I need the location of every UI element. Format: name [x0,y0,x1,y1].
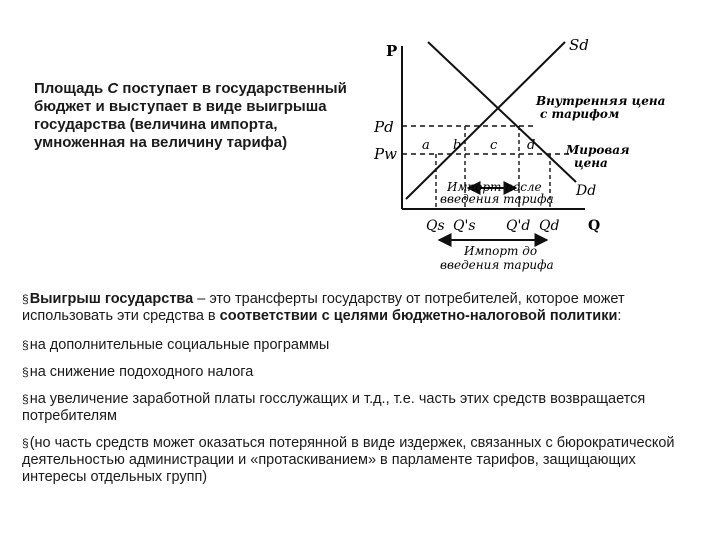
pw-label: Pw [374,145,397,163]
domestic-price-label-1: Внутренняя цена [536,94,666,108]
q-label-qd: Qd [539,218,560,234]
intro-part-1: Площадь [34,80,108,97]
bullet-salaries-text: на увеличение заработной платы госслужащих и т.д., т.е. часть этих средств возвращается потребителям [22,391,646,424]
supply-label: Sd [569,36,589,54]
demand-label: Dd [576,183,597,199]
area-c-label: c [490,138,498,153]
bullet-salaries: §на увеличение заработной платы госслужащих и т.д., т.е. часть этих средств возвращается потребителям [22,391,646,424]
domestic-price-label-2: с тарифом [540,107,620,121]
bullet-state-gain-text-2: : [617,308,622,324]
import-after-label-2: введения тарифа [440,192,554,206]
bullet-social-programs-text: на дополнительные социальные программы [29,337,330,353]
import-before-label-2: введения тарифа [440,258,554,272]
bullet-list [22,291,702,496]
bullet-income-tax-text: на снижение подоходного налога [29,364,254,380]
bullet-state-gain-policy: соответствии с целями бюджетно-налоговой политики [219,308,618,324]
q-label-qs: Qs [426,218,445,234]
pd-label: Pd [374,118,394,136]
q-label-qd-prime: Q'd [506,218,531,234]
intro-text [34,80,364,152]
area-b-label: b [453,138,462,153]
tariff-diagram [340,28,670,278]
bullet-income-tax: §на снижение подоходного налога [22,364,254,380]
import-after-label-1: Импорт после [447,180,542,194]
q-label-qs-prime: Q's [453,218,476,234]
area-a-label: a [422,138,430,153]
intro-part-2: поступает в государственный бюджет и выступает в виде выигрыша государства (величина импорта, умноженная на величину тарифа) [34,80,347,151]
world-price-label-2: цена [574,156,608,170]
bullet-losses: §(но часть средств может оказаться потерянной в виде издержек, связанных с бюрократической деятельностью администрации и «протаскиванием» в парламенте тарифов, защищающих интересы отдельных групп) [22,435,675,485]
axis-p-label: P [386,42,398,60]
bullet-social-programs: §на дополнительные социальные программы [22,337,330,353]
intro-area-c: С [107,80,119,97]
bullet-state-gain: §Выигрыш государства – это трансферты государству от потребителей, которое может использовать эти средства в соответствии с целями бюджетно-налоговой политики: [22,291,625,324]
bullet-losses-text: (но часть средств может оказаться потерянной в виде издержек, связанных с бюрократической деятельностью администрации и «протаскиванием» в парламенте тарифов, защищающих интересы отдельных групп) [22,435,675,485]
area-d-label: d [527,138,536,153]
bullet-state-gain-term: Выигрыш государства [29,291,194,307]
world-price-label-1: Мировая [566,143,630,157]
axis-q-label: Q [588,218,601,234]
bullet-state-gain-text-1: – это трансферты государству от потребителей, которое может использовать эти средства в [22,291,625,324]
import-before-label-1: Импорт до [464,244,538,258]
